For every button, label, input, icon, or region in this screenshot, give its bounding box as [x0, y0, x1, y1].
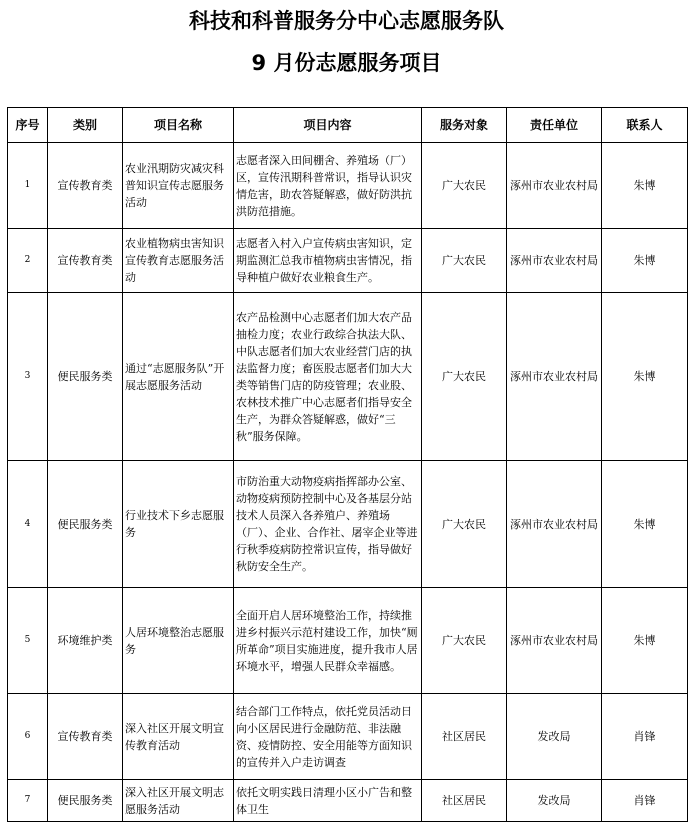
- cell-content: 志愿者深入田间棚舍、养殖场（厂）区，宣传汛期科普常识，指导认识灾情危害，助农答疑解惑，做好防洪抗洪防范措施。: [234, 143, 422, 229]
- cell-name: 行业技术下乡志愿服务: [123, 461, 234, 588]
- cell-content: 市防治重大动物疫病指挥部办公室、动物疫病预防控制中心及各基层分站技术人员深入各养殖户、养殖场（厂）、企业、合作社、屠宰企业等进行秋季疫病防控常识宣传，指导做好秋防安全生产。: [234, 461, 422, 588]
- cell-contact: 肖锋: [602, 694, 688, 780]
- cell-content: 志愿者入村入户宣传病虫害知识，定期监测汇总我市植物病虫害情况，指导种植户做好农业粮食生产。: [234, 229, 422, 293]
- cell-seq: 4: [8, 461, 48, 588]
- cell-unit: 涿州市农业农村局: [507, 461, 602, 588]
- cell-name: 深入社区开展文明宣传教育活动: [123, 694, 234, 780]
- cell-unit: 涿州市农业农村局: [507, 229, 602, 293]
- cell-contact: 朱博: [602, 143, 688, 229]
- cell-category: 宣传教育类: [48, 694, 123, 780]
- cell-category: 环境维护类: [48, 588, 123, 694]
- cell-name: 农业植物病虫害知识宣传教育志愿服务活动: [123, 229, 234, 293]
- cell-category: 便民服务类: [48, 293, 123, 461]
- cell-content: 依托文明实践日清理小区小广告和整体卫生: [234, 780, 422, 822]
- cell-category: 便民服务类: [48, 461, 123, 588]
- header-content: 项目内容: [234, 108, 422, 143]
- document-title: 科技和科普服务分中心志愿服务队: [189, 9, 504, 33]
- cell-seq: 5: [8, 588, 48, 694]
- header-name: 项目名称: [123, 108, 234, 143]
- cell-seq: 7: [8, 780, 48, 822]
- cell-seq: 6: [8, 694, 48, 780]
- cell-seq: 1: [8, 143, 48, 229]
- cell-name: 农业汛期防灾减灾科普知识宣传志愿服务活动: [123, 143, 234, 229]
- cell-target: 广大农民: [422, 143, 507, 229]
- cell-target: 广大农民: [422, 229, 507, 293]
- project-table: [7, 107, 688, 822]
- cell-target: 广大农民: [422, 588, 507, 694]
- cell-contact: 肖锋: [602, 780, 688, 822]
- cell-name: 通过“志愿服务队”开展志愿服务活动: [123, 293, 234, 461]
- table-row: [8, 780, 688, 822]
- cell-target: 广大农民: [422, 461, 507, 588]
- table-row: [8, 694, 688, 780]
- cell-contact: 朱博: [602, 293, 688, 461]
- table-row: [8, 143, 688, 229]
- cell-contact: 朱博: [602, 461, 688, 588]
- header-contact: 联系人: [602, 108, 688, 143]
- table-row: [8, 293, 688, 461]
- cell-target: 社区居民: [422, 694, 507, 780]
- cell-category: 便民服务类: [48, 780, 123, 822]
- cell-target: 广大农民: [422, 293, 507, 461]
- document-subtitle: 9 月份志愿服务项目: [251, 51, 442, 75]
- header-category: 类别: [48, 108, 123, 143]
- cell-seq: 3: [8, 293, 48, 461]
- table-row: [8, 229, 688, 293]
- header-unit: 责任单位: [507, 108, 602, 143]
- cell-category: 宣传教育类: [48, 229, 123, 293]
- cell-unit: 发改局: [507, 694, 602, 780]
- table-header-row: [8, 108, 688, 143]
- cell-category: 宣传教育类: [48, 143, 123, 229]
- cell-name: 深入社区开展文明志愿服务活动: [123, 780, 234, 822]
- table-row: [8, 588, 688, 694]
- cell-target: 社区居民: [422, 780, 507, 822]
- cell-content: 全面开启人居环境整治工作，持续推进乡村振兴示范村建设工作，加快“厕所革命”项目实施进度，提升我市人居环境水平，增强人民群众幸福感。: [234, 588, 422, 694]
- header-seq: 序号: [8, 108, 48, 143]
- cell-contact: 朱博: [602, 588, 688, 694]
- cell-unit: 涿州市农业农村局: [507, 588, 602, 694]
- cell-content: 结合部门工作特点，依托党员活动日向小区居民进行金融防范、非法融资、疫情防控、安全用能等方面知识的宣传并入户走访调查: [234, 694, 422, 780]
- cell-contact: 朱博: [602, 229, 688, 293]
- cell-unit: 涿州市农业农村局: [507, 143, 602, 229]
- cell-name: 人居环境整治志愿服务: [123, 588, 234, 694]
- cell-content: 农产品检测中心志愿者们加大农产品抽检力度；农业行政综合执法大队、中队志愿者们加大农业经营门店的执法监督力度；畜医股志愿者们加大大类等销售门店的防疫管理；农业股、农林技术推广中心志愿者们指导安全生产，为群众答疑解惑，做好“三秋”服务保障。: [234, 293, 422, 461]
- cell-unit: 涿州市农业农村局: [507, 293, 602, 461]
- table-row: [8, 461, 688, 588]
- header-target: 服务对象: [422, 108, 507, 143]
- cell-unit: 发改局: [507, 780, 602, 822]
- cell-seq: 2: [8, 229, 48, 293]
